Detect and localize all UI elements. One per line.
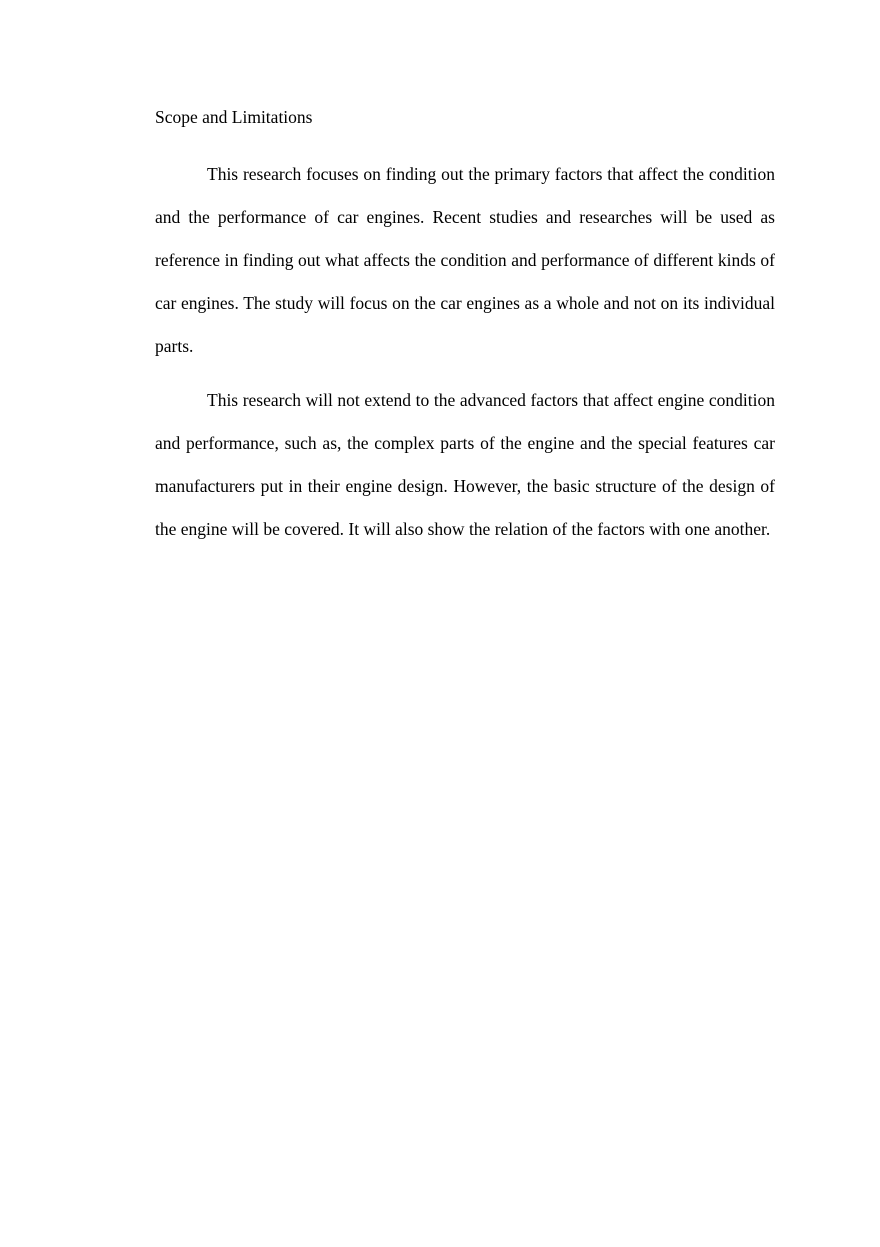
page-content	[155, 104, 775, 551]
section-heading: Scope and Limitations	[155, 107, 313, 127]
paragraph-scope: This research focuses on finding out the primary factors that affect the condition and the performance of car engines. Recent studies and researches will be used as reference in finding out what affects the condition and performance of different kinds of car engines. The study will focus on the car engines as a whole and not on its individual parts.	[155, 164, 775, 356]
paragraph-limitations: This research will not extend to the advanced factors that affect engine condition and performance, such as, the complex parts of the engine and the special features car manufacturers put in their engine design. However, the basic structure of the design of the engine will be covered. It will also show the relation of the factors with one another.	[155, 390, 775, 539]
